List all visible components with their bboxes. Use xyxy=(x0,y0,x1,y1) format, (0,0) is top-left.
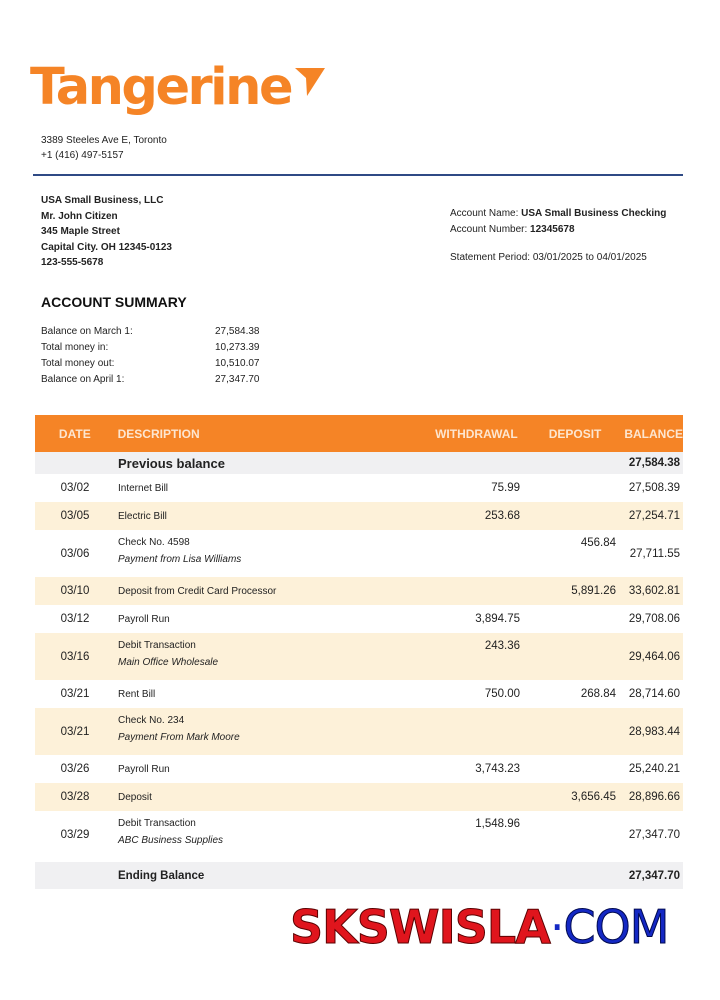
txn-date: 03/26 xyxy=(60,763,90,775)
account-info xyxy=(450,206,666,237)
table-row xyxy=(35,755,683,783)
txn-date: 03/02 xyxy=(60,482,90,494)
txn-date: 03/28 xyxy=(60,791,90,803)
watermark-dot: · xyxy=(549,900,564,954)
txn-description xyxy=(115,530,382,565)
txn-deposit: 5,891.26 xyxy=(571,585,616,597)
summary-row xyxy=(41,372,275,388)
txn-balance: 28,714.60 xyxy=(628,688,680,700)
summary-value: 27,347.70 xyxy=(215,374,260,385)
customer-city: Capital City. OH 12345-0123 xyxy=(41,241,172,253)
txn-balance: 25,240.21 xyxy=(628,763,680,775)
txn-balance: 27,347.70 xyxy=(628,828,680,841)
bank-phone: +1 (416) 497-5157 xyxy=(41,150,124,161)
watermark xyxy=(290,900,668,954)
table-row xyxy=(35,577,683,605)
txn-deposit: 456.84 xyxy=(580,537,616,549)
summary-value: 10,273.39 xyxy=(215,342,260,353)
txn-description-main: Check No. 4598 xyxy=(118,537,190,548)
watermark-part2: COM xyxy=(563,900,669,954)
txn-withdrawal: 3,743.23 xyxy=(475,763,520,775)
txn-description xyxy=(115,708,382,743)
txn-description xyxy=(115,511,382,522)
txn-date: 03/29 xyxy=(60,828,90,841)
txn-description-sub: Main Office Wholesale xyxy=(118,657,219,668)
txn-balance: 29,708.06 xyxy=(628,613,680,625)
ending-balance-value: 27,347.70 xyxy=(628,869,680,882)
summary-label: Total money out: xyxy=(41,358,115,369)
logo-text: Tangerine xyxy=(30,58,292,117)
previous-balance-row xyxy=(35,452,683,474)
txn-balance: 27,254.71 xyxy=(628,510,680,522)
txn-withdrawal: 3,894.75 xyxy=(475,613,520,625)
txn-description-main: Rent Bill xyxy=(118,688,156,700)
account-summary xyxy=(41,324,275,388)
txn-description xyxy=(115,792,382,803)
txn-description-main: Electric Bill xyxy=(118,510,167,522)
txn-date: 03/21 xyxy=(60,725,90,738)
summary-row xyxy=(41,324,275,340)
txn-withdrawal: 1,548.96 xyxy=(475,818,520,830)
statement-period: Statement Period: 03/01/2025 to 04/01/2025 xyxy=(450,252,647,263)
summary-label: Balance on April 1: xyxy=(41,374,125,385)
bank-address xyxy=(41,133,167,163)
txn-date: 03/16 xyxy=(60,650,90,663)
summary-value: 10,510.07 xyxy=(215,358,260,369)
table-row xyxy=(35,502,683,530)
txn-balance: 27,711.55 xyxy=(629,547,680,560)
txn-description-main: Check No. 234 xyxy=(118,715,185,726)
txn-description xyxy=(115,614,382,625)
ending-balance-label: Ending Balance xyxy=(118,869,205,882)
txn-description xyxy=(115,764,382,775)
header-description: DESCRIPTION xyxy=(117,426,200,441)
watermark-part1: SKSWISLA xyxy=(290,900,550,954)
txn-description-sub: Payment from Lisa Williams xyxy=(118,554,242,565)
txn-withdrawal: 750.00 xyxy=(484,688,520,700)
summary-row xyxy=(41,356,275,372)
txn-description xyxy=(115,483,382,494)
table-row xyxy=(35,680,683,708)
customer-address xyxy=(41,193,172,271)
txn-date: 03/05 xyxy=(60,510,90,522)
customer-phone: 123-555-5678 xyxy=(41,257,104,268)
bank-logo xyxy=(30,58,325,118)
txn-description-main: Internet Bill xyxy=(118,482,169,494)
table-header xyxy=(35,415,683,452)
txn-description-main: Payroll Run xyxy=(118,613,170,625)
summary-row xyxy=(41,340,275,356)
summary-title: ACCOUNT SUMMARY xyxy=(41,294,187,310)
txn-date: 03/21 xyxy=(60,688,90,700)
header-balance: BALANCE xyxy=(624,426,683,441)
table-row xyxy=(35,811,683,858)
logo-arrow-icon xyxy=(295,68,325,96)
summary-label: Balance on March 1: xyxy=(41,326,133,337)
summary-label: Total money in: xyxy=(41,342,109,353)
table-row xyxy=(35,530,683,577)
txn-withdrawal xyxy=(382,708,520,715)
txn-description-sub: Payment From Mark Moore xyxy=(118,732,240,743)
table-row xyxy=(35,708,683,755)
txn-balance: 29,464.06 xyxy=(628,650,680,663)
table-row xyxy=(35,633,683,680)
table-row xyxy=(35,783,683,811)
txn-balance: 28,896.66 xyxy=(628,791,680,803)
ending-balance-row xyxy=(35,862,683,889)
txn-description-main: Deposit xyxy=(118,791,152,803)
header-date: DATE xyxy=(58,426,91,441)
txn-deposit xyxy=(520,708,616,715)
txn-description xyxy=(115,689,382,700)
previous-balance-value: 27,584.38 xyxy=(628,457,680,469)
txn-balance: 33,602.81 xyxy=(628,585,680,597)
header-divider xyxy=(33,174,683,176)
txn-deposit: 3,656.45 xyxy=(571,791,616,803)
txn-withdrawal xyxy=(382,530,520,537)
txn-description xyxy=(115,586,382,597)
txn-description-main: Debit Transaction xyxy=(118,818,196,829)
txn-deposit: 268.84 xyxy=(580,688,616,700)
txn-balance: 27,508.39 xyxy=(628,482,680,494)
txn-balance: 28,983.44 xyxy=(628,725,680,738)
txn-description-main: Payroll Run xyxy=(118,763,170,775)
txn-withdrawal: 243.36 xyxy=(484,640,520,652)
txn-date: 03/06 xyxy=(60,547,90,560)
txn-description-sub: ABC Business Supplies xyxy=(118,835,224,846)
transactions-table xyxy=(35,415,683,889)
customer-name: Mr. John Citizen xyxy=(41,210,118,222)
customer-street: 345 Maple Street xyxy=(41,226,120,237)
txn-deposit xyxy=(520,633,616,640)
customer-company: USA Small Business, LLC xyxy=(41,195,164,206)
table-row xyxy=(35,605,683,633)
previous-balance-label: Previous balance xyxy=(118,455,225,471)
header-deposit: DEPOSIT xyxy=(548,426,602,441)
account-number: Account Number: 12345678 xyxy=(450,223,575,235)
txn-withdrawal: 75.99 xyxy=(491,482,520,494)
header-withdrawal: WITHDRAWAL xyxy=(435,426,518,441)
txn-withdrawal: 253.68 xyxy=(484,510,520,522)
txn-date: 03/12 xyxy=(60,613,90,625)
bank-street: 3389 Steeles Ave E, Toronto xyxy=(41,135,167,146)
txn-description xyxy=(115,633,382,668)
txn-description-main: Debit Transaction xyxy=(118,640,196,651)
txn-description xyxy=(115,811,382,846)
txn-description-main: Deposit from Credit Card Processor xyxy=(118,585,277,597)
summary-value: 27,584.38 xyxy=(215,326,260,337)
table-row xyxy=(35,474,683,502)
txn-deposit xyxy=(520,811,616,818)
account-name: Account Name: USA Small Business Checking xyxy=(450,208,667,219)
txn-date: 03/10 xyxy=(60,585,90,597)
